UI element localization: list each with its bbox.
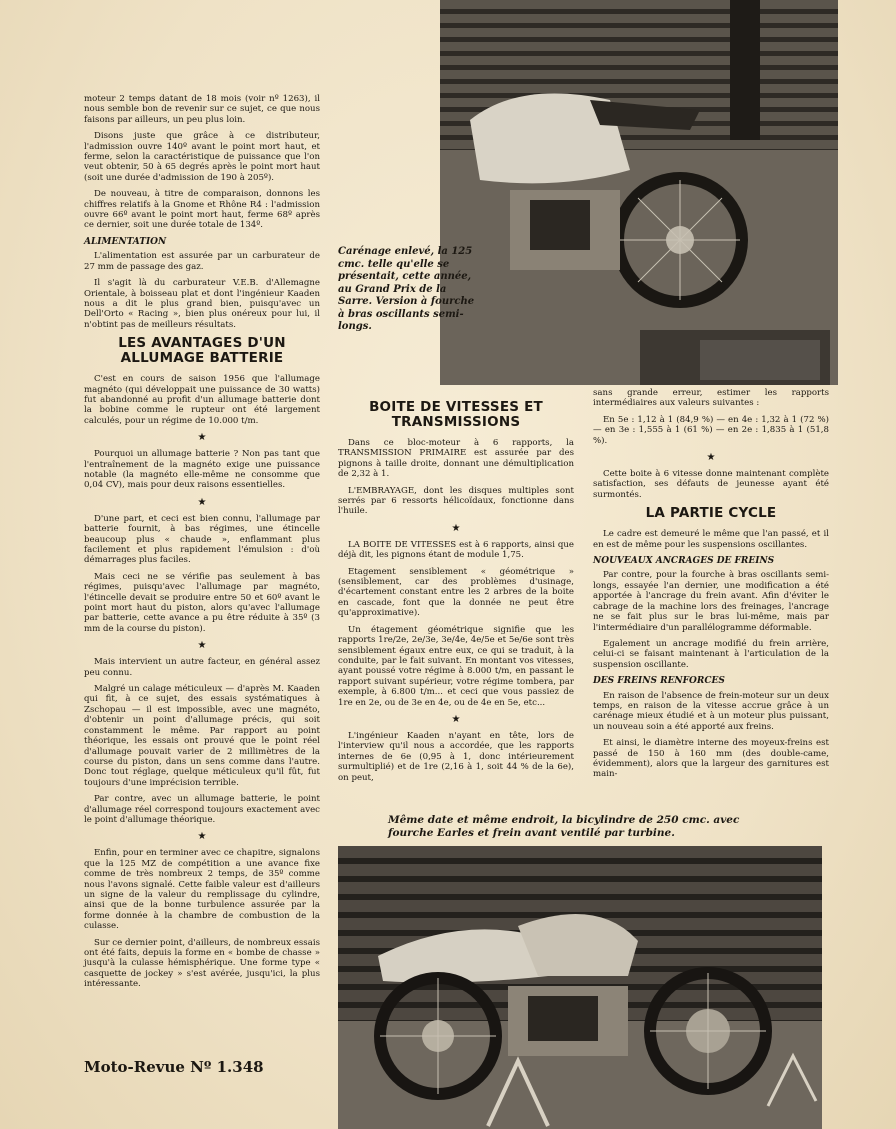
column-2 [338, 394, 574, 789]
photo-caption-250cc: Même date et même endroit, la bicylindre de 250 cmc. avec fourche Earles et frein avant ventilé par turbine. [388, 814, 740, 839]
paragraph: Pourquoi un allumage batterie ? Non pas tant que l'entraînement de la magnéto exige une puissance notable (la magnéto elle-même ne consomme que 0,04 CV), mais pour deux raisons essentielles. [84, 449, 320, 491]
column-3 [593, 388, 829, 786]
paragraph: Par contre, pour la fourche à bras oscillants semi-longs, essayée l'an dernier, une modification a été apportée à l'ancrage du frein avant. Afin d'éviter le cabrage de la machine lors des freinages, l'ancrage ne se fait plus sur le bras lui-même, mais par l'intermédiaire d'un parallélogramme déformable. [593, 570, 829, 633]
paragraph: L'alimentation est assurée par un carburateur de 27 mm de passage des gaz. [84, 251, 320, 272]
page-footer-issue: Moto-Revue Nº 1.348 [84, 1058, 264, 1076]
paragraph: sans grande erreur, estimer les rapports intermédiaires aux valeurs suivantes : [593, 388, 829, 409]
paragraph: Disons juste que grâce à ce distributeur, l'admission ouvre 140º avant le point mort haut, et ferme, selon la caractéristique de puissance que l'on veut obtenir, 50 à 65 degrés après le point mort haut (soit une durée d'admission de 190 à 205º). [84, 131, 320, 183]
paragraph: Mais ceci ne se vérifie pas seulement à bas régimes, puisqu'avec l'allumage par magnéto, l'étincelle devait se produire entre 50 et 60º avant le point mort haut du piston, alors qu'avec l'allumage par batterie, cette avance a pu être réduite à 35º (3 mm de la course du piston). [84, 571, 320, 634]
paragraph: Sur ce dernier point, d'ailleurs, de nombreux essais ont été faits, depuis la forme en « bombe de chasse » jusqu'à la culasse hémisphérique. Une forme type « casquette de jockey » s'est avérée, jusqu'ici, la plus intéressante. [84, 937, 320, 990]
paragraph: D'une part, et ceci est bien connu, l'allumage par batterie fournit, à bas régimes, une étincelle beaucoup plus « chaude », enflammant plus facilement et plus rapidement l'émulsion : d'où démarrages plus faciles. [84, 513, 320, 566]
paragraph: moteur 2 temps datant de 18 mois (voir nº 1263), il nous semble bon de revenir sur ce sujet, ce que nous faisons par ailleurs, un peu plus loin. [84, 94, 320, 125]
heading-partie-cycle: LA PARTIE CYCLE [645, 505, 777, 522]
heading-allumage-batterie: LES AVANTAGES D'UN ALLUMAGE BATTERIE [118, 335, 286, 367]
paragraph: Dans ce bloc-moteur à 6 rapports, la TRANSMISSION PRIMAIRE est assurée par des pignons à taille droite, donnant une démultiplication de 2,32 à 1. [338, 438, 574, 480]
paragraph: Etagement sensiblement « géométrique » (sensiblement, car des problèmes d'usinage, d'écartement constant entre les 2 arbres de la boite en cascade, font que la donnée ne peut être qu'approximative). [338, 566, 574, 619]
paragraph: C'est en cours de saison 1956 que l'allumage magnéto (qui développait une puissance de 30 watts) fut abandonné au profit d'un allumage batterie dont la bobine comme le rupteur ont été largement calculés, pour un régime de 10.000 t/m. [84, 374, 320, 426]
paragraph: De nouveau, à titre de comparaison, donnons les chiffres relatifs à la Gnome et Rhône R4 : l'admission ouvre 66º avant le point mort haut, ferme 68º après ce dernier, soit une durée totale de 134º. [84, 189, 320, 231]
subheading-freins-renforces: DES FREINS RENFORCES [593, 676, 725, 687]
photo-caption-125cc: Carénage enlevé, la 125 cmc. telle qu'elle se présentait, cette année, au Grand Prix de la Sarre. Version à fourche à bras oscillants semi-longs. [338, 246, 475, 332]
subheading-ancrages-freins: NOUVEAUX ANCRAGES DE FREINS [593, 556, 775, 567]
paragraph: Malgré un calage méticuleux — d'après M. Kaaden qui fit, à ce sujet, des essais systématiques à Zschopau — il est impossible, avec une magnéto, d'obtenir un point d'allumage précis, qui soit constamment le même. Par rapport au point théorique, les essais ont prouvé que le point réel d'allumage pouvait varier de 2 millimètres de la course du piston, dans un sens comme dans l'autre. Donc tout réglage, quelque méticuleux qu'il fût, fut toujours d'une imprécision terrible. [84, 684, 320, 788]
photo-250cc-motorcycle [338, 846, 822, 1129]
paragraph: En 5e : 1,12 à 1 (84,9 %) — en 4e : 1,32 à 1 (72 %) — en 3e : 1,555 à 1 (61 %) — en 2e : 1,835 à 1 (51,8 %). [593, 414, 829, 446]
heading-boite-de-vitesses: BOITE DE VITESSES ET TRANSMISSIONS [369, 399, 543, 430]
paragraph: Le cadre est demeuré le même que l'an passé, et il en est de même pour les suspensions oscillantes. [593, 529, 829, 550]
star-divider: ★ [197, 640, 207, 652]
paragraph: Et ainsi, le diamètre interne des moyeux-freins est passé de 150 à 160 mm (des double-came, évidemment), alors que la largeur des garnitures est main- [593, 738, 829, 780]
motorcycle-photo-illustration [338, 846, 822, 1129]
paragraph: Cette boite à 6 vitesse donne maintenant complète satisfaction, ses défauts de jeunesse ayant été surmontés. [593, 469, 829, 500]
paragraph: LA BOITE DE VITESSES est à 6 rapports, ainsi que déjà dit, les pignons étant de module 1,75. [338, 539, 574, 561]
photo-125cc-motorcycle [440, 0, 838, 385]
paragraph: Un étagement géométrique signifie que les rapports 1re/2e, 2e/3e, 3e/4e, 4e/5e et 5e/6e sont très sensiblement égaux entre eux, ce qui se traduit, à la conduite, par le fait suivant. En montant vos vitesses, ayant poussé votre régime à 8.000 t/m, en passant le rapport suivant supérieur, votre régime tombera, par exemple, à 6.800 t/m... et ceci que vous passiez de 1re en 2e, ou de 3e en 4e, ou de 4e en 5e, etc... [338, 624, 574, 708]
paragraph: Enfin, pour en terminer avec ce chapitre, signalons que la 125 MZ de compétition a une avance fixe comme de très nombreux 2 temps, de 35º comme nous l'avons signalé. Cette faible valeur est d'ailleurs un signe de la valeur du remplissage du cylindre, ainsi que de la bonne turbulence assurée par la forme donnée à la chambre de combustion de la culasse. [84, 848, 320, 932]
star-divider: ★ [197, 432, 207, 444]
column-1 [84, 94, 320, 996]
star-divider: ★ [197, 831, 207, 843]
star-divider: ★ [451, 522, 461, 534]
star-divider: ★ [197, 496, 207, 508]
paragraph: L'EMBRAYAGE, dont les disques multiples sont serrés par 6 ressorts hélicoïdaux, fonctionne dans l'huile. [338, 485, 574, 517]
motorcycle-photo-illustration [440, 0, 838, 385]
paragraph: Mais intervient un autre facteur, en général assez peu connu. [84, 657, 320, 678]
paragraph: Egalement un ancrage modifié du frein arrière, celui-ci se faisant maintenant à l'articulation de la suspension oscillante. [593, 638, 829, 670]
paragraph: L'ingénieur Kaaden n'ayant en tête, lors de l'interview qu'il nous a accordée, que les rapports internes de 6e (0,95 à 1, donc intérieurement surmultiplié) et de 1re (2,16 à 1, soit 44 % de la 6e), on peut, [338, 730, 574, 783]
star-divider: ★ [706, 452, 716, 464]
subheading-alimentation: ALIMENTATION [84, 236, 167, 247]
paragraph: Par contre, avec un allumage batterie, le point d'allumage réel correspond toujours exactement avec le point d'allumage théorique. [84, 794, 320, 825]
star-divider: ★ [451, 713, 461, 725]
paragraph: Il s'agit là du carburateur V.E.B. d'Allemagne Orientale, à boisseau plat et dont l'ingénieur Kaaden nous a dit le plus grand bien, puisqu'avec un Dell'Orto « Racing », bien plus onéreux pour lui, il n'obtint pas de meilleurs résultats. [84, 278, 320, 330]
paragraph: En raison de l'absence de frein-moteur sur un deux temps, en raison de la vitesse accrue grâce à un carénage mieux étudié et à un moteur plus puissant, un nouveau soin a été apporté aux freins. [593, 690, 829, 732]
